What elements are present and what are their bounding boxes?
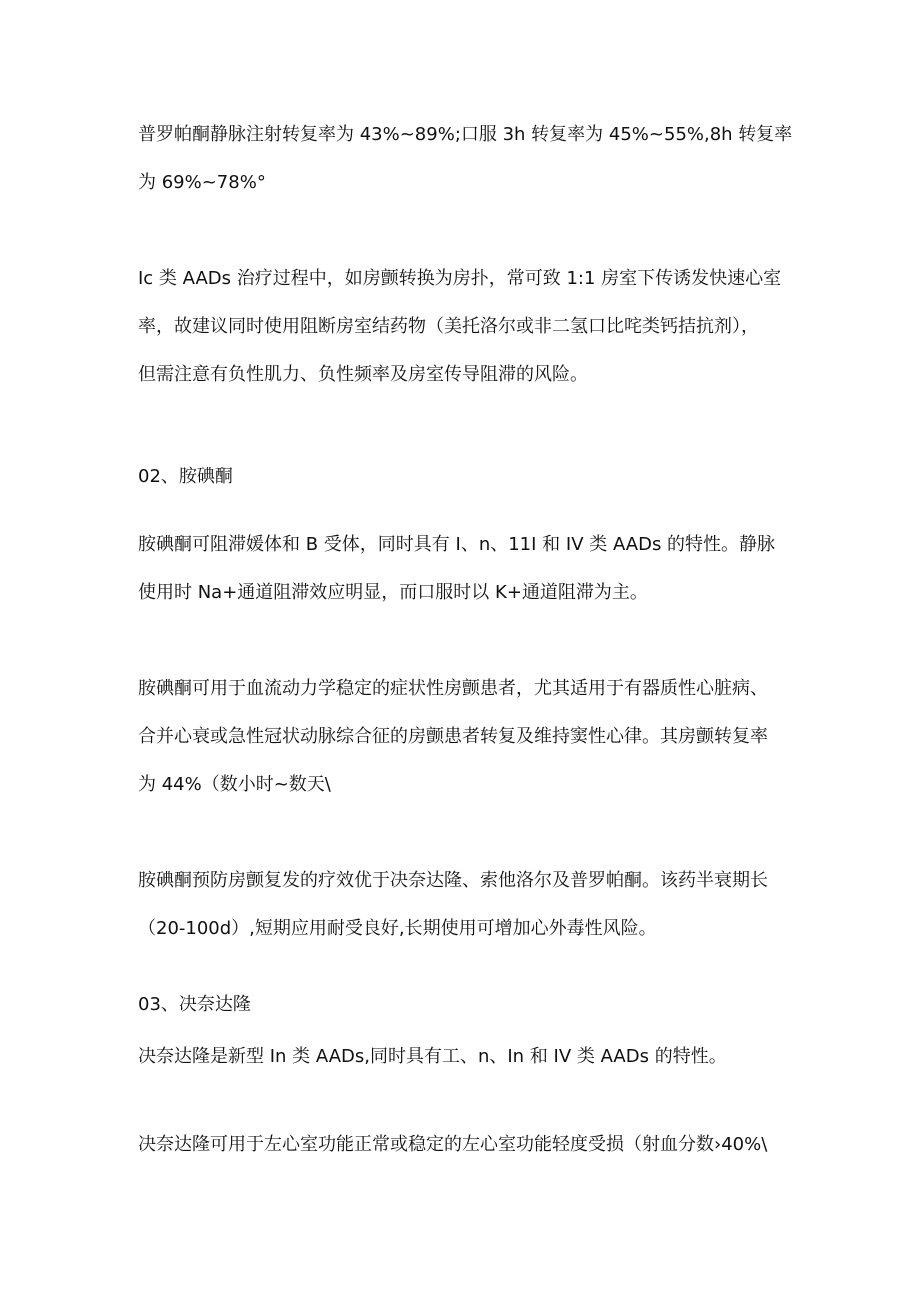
text-line: Ic 类 AADs 治疗过程中，如房颤转换为房扑，常可致 1:1 房室下传诱发快速心室 (138, 268, 782, 289)
section-heading-dronedarone (138, 992, 798, 1018)
text-line: 胺碘酮可用于血流动力学稳定的症状性房颤患者，尤其适用于有器质性心脏病、 (138, 678, 768, 699)
text-line: 普罗帕酮静脉注射转复率为 43%~89%;口服 3h 转复率为 45%~55%,8h 转复率 (138, 124, 793, 145)
text-line: 但需注意有负性肌力、负性频率及房室传导阻滞的风险。 (138, 364, 588, 385)
text-line: 为 44%（数小时~数天\ (138, 774, 331, 795)
paragraph-amiodarone-mechanism (138, 532, 798, 628)
paragraph-amiodarone-efficacy (138, 868, 798, 964)
text-line: 使用时 Na+通道阻滞效应明显，而口服时以 K+通道阻滞为主。 (138, 582, 648, 603)
paragraph-dronedarone-indications (138, 1132, 798, 1180)
text-line: 决奈达隆是新型 In 类 AADs,同时具有工、n、In 和 IV 类 AADs 的特性。 (138, 1046, 727, 1067)
heading-text: 03、决奈达隆 (138, 994, 251, 1015)
section-heading-amiodarone (138, 464, 798, 490)
text-line: 为 69%~78%° (138, 172, 266, 193)
text-line: 胺碘酮预防房颤复发的疗效优于决奈达隆、索他洛尔及普罗帕酮。该药半衰期长 (138, 870, 768, 891)
paragraph-dronedarone-class (138, 1044, 798, 1092)
paragraph-ic-aads-flutter (138, 266, 798, 410)
text-line: （20-100d）,短期应用耐受良好,长期使用可增加心外毒性风险。 (138, 918, 657, 939)
paragraph-amiodarone-indications (138, 676, 798, 820)
text-line: 胺碘酮可阻滞媛体和 B 受体，同时具有 I、n、11I 和 IV 类 AADs 的特性。静脉 (138, 534, 776, 555)
text-line: 合并心衰或急性冠状动脉综合征的房颤患者转复及维持窦性心律。其房颤转复率 (138, 726, 768, 747)
heading-text: 02、胺碘酮 (138, 466, 233, 487)
text-line: 率，故建议同时使用阻断房室结药物（美托洛尔或非二氢口比咤类钙拮抗剂）， (138, 316, 759, 337)
text-line: 决奈达隆可用于左心室功能正常或稳定的左心室功能轻度受损（射血分数›40%\ (138, 1134, 768, 1155)
paragraph-propafenone-conversion (138, 122, 798, 218)
